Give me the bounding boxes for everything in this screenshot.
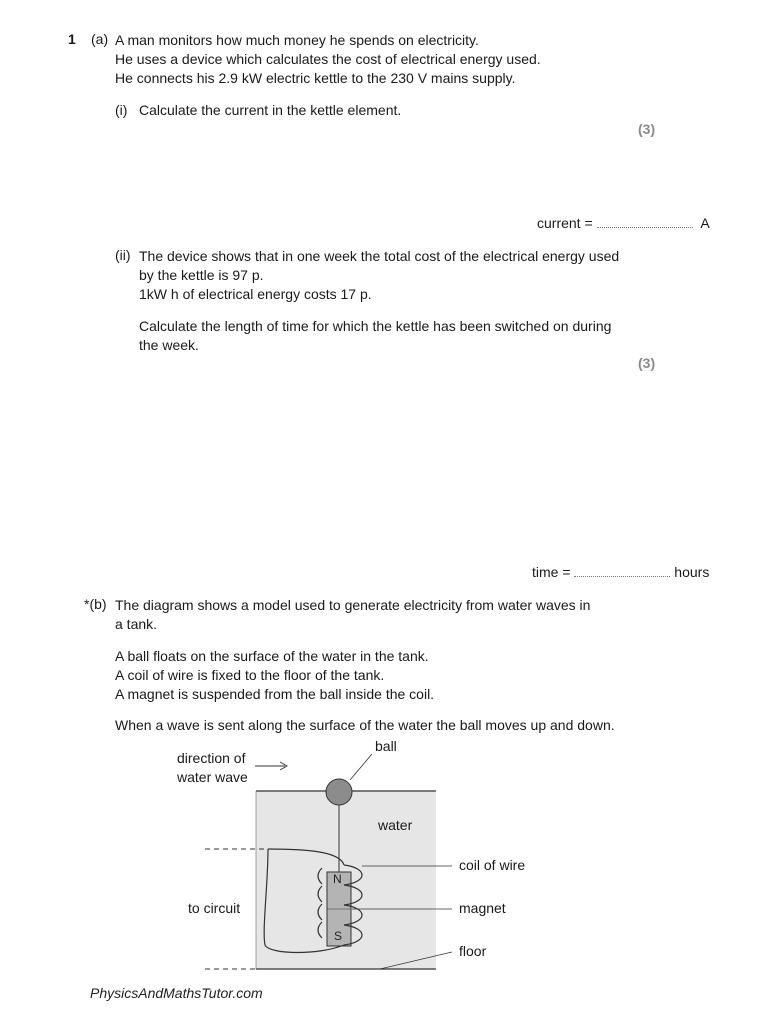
water-label: water (378, 817, 413, 833)
time-answer-label: time = (532, 564, 571, 580)
sub-ii-line-5: the week. (139, 337, 199, 353)
current-answer-label: current = (537, 215, 593, 231)
current-answer-unit: A (700, 215, 710, 231)
part-a-line-1: A man monitors how much money he spends on electricity. (115, 32, 479, 48)
floor-label: floor (459, 943, 487, 959)
part-b-line-6: When a wave is sent along the surface of the water the ball moves up and down. (115, 717, 615, 733)
sub-i-marks: (3) (638, 121, 656, 137)
part-b-label: *(b) (84, 596, 107, 612)
part-a-line-3: He connects his 2.9 kW electric kettle to the 230 V mains supply. (115, 70, 516, 86)
ball-label: ball (375, 738, 397, 754)
part-b-line-3: A ball floats on the surface of the water in the tank. (115, 648, 429, 664)
magnet-label: magnet (459, 900, 506, 916)
sub-ii-line-3: 1kW h of electrical energy costs 17 p. (139, 286, 372, 302)
sub-i-text: Calculate the current in the kettle element. (139, 102, 402, 118)
question-number: 1 (68, 31, 76, 47)
magnet-north-label: N (333, 872, 342, 886)
part-b-line-4: A coil of wire is fixed to the floor of the tank. (115, 667, 385, 683)
sub-ii-line-1: The device shows that in one week the total cost of the electrical energy used (139, 248, 620, 264)
footer-watermark: PhysicsAndMathsTutor.com (90, 985, 263, 1001)
sub-ii-line-4: Calculate the length of time for which the kettle has been switched on during (139, 318, 612, 334)
part-a-label: (a) (91, 31, 109, 47)
sub-ii-line-2: by the kettle is 97 p. (139, 267, 264, 283)
ball-pointer (350, 754, 372, 780)
sub-i-label: (i) (115, 102, 128, 118)
part-b-line-2: a tank. (115, 616, 158, 632)
ball-shape (326, 779, 352, 805)
coil-label: coil of wire (459, 857, 526, 873)
time-answer-unit: hours (674, 564, 710, 580)
direction-label-line-1: direction of (177, 750, 246, 766)
part-b-line-5: A magnet is suspended from the ball inside the coil. (115, 686, 435, 702)
part-b-line-1: The diagram shows a model used to generate electricity from water waves in (115, 597, 591, 613)
part-a-line-2: He uses a device which calculates the cost of electrical energy used. (115, 51, 541, 67)
to-circuit-label: to circuit (188, 900, 241, 916)
sub-ii-marks: (3) (638, 355, 656, 371)
direction-label-line-2: water wave (177, 769, 248, 785)
magnet-south-label: S (334, 929, 343, 943)
sub-ii-label: (ii) (115, 247, 131, 263)
